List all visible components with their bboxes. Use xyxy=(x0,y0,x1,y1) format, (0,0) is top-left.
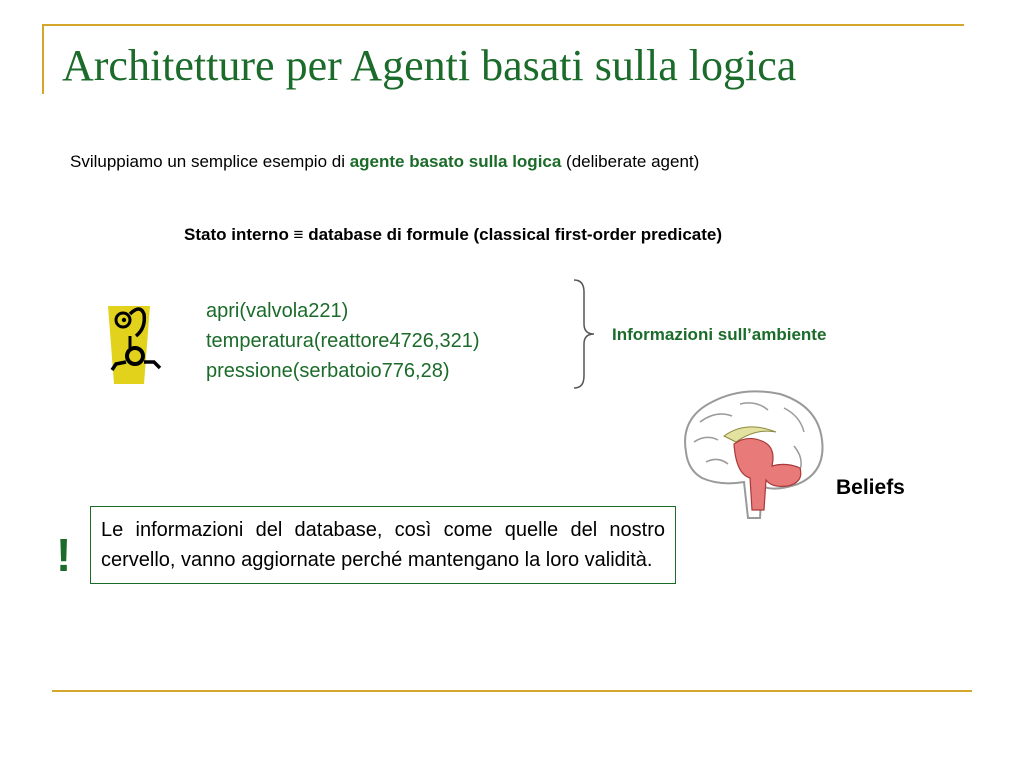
stato-interno-heading: Stato interno ≡ database di formule (classical first-order predicate) xyxy=(184,225,722,244)
frame-left-line xyxy=(42,24,44,94)
fact-item: apri(valvola221) xyxy=(206,300,349,322)
note-box: Le informazioni del database, così come quelle del nostro cervello, vanno aggiornate perché mantengano la loro validità. xyxy=(90,506,676,584)
intro-prefix: Sviluppiamo un semplice esempio di xyxy=(70,152,350,171)
beliefs-label: Beliefs xyxy=(836,476,905,499)
brace-icon xyxy=(570,278,600,395)
env-label: Informazioni sull’ambiente xyxy=(612,325,827,344)
fact-list xyxy=(206,296,480,386)
agent-icon xyxy=(106,302,164,389)
intro-suffix: (deliberate agent) xyxy=(561,152,700,171)
fact-item: pressione(serbatoio776,28) xyxy=(206,360,450,382)
intro-highlight: agente basato sulla logica xyxy=(349,152,562,171)
exclamation-mark: ! xyxy=(56,529,72,581)
intro-text xyxy=(70,152,699,172)
slide-title: Architetture per Agenti basati sulla logica xyxy=(62,41,797,90)
fact-item: temperatura(reattore4726,321) xyxy=(206,330,480,352)
brain-icon xyxy=(676,382,826,527)
frame-bottom-line xyxy=(52,690,972,692)
frame-top-line xyxy=(44,24,964,26)
